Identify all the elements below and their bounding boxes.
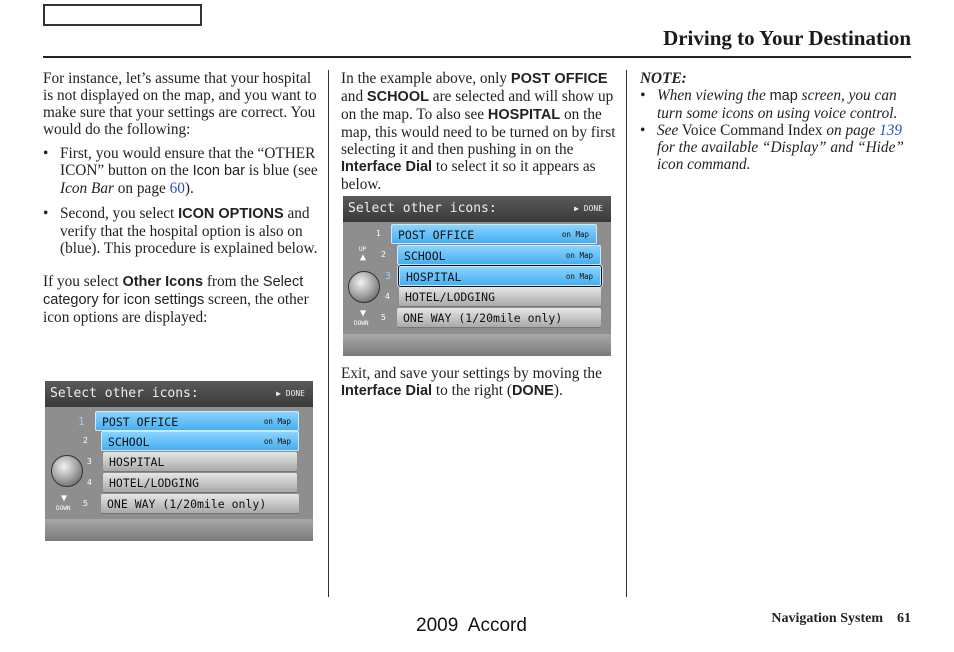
on-map-status: on Map bbox=[263, 437, 291, 446]
row-number: 4 bbox=[87, 478, 92, 487]
nav-screen-before bbox=[45, 381, 313, 541]
title-rule bbox=[43, 56, 911, 58]
option-label: SCHOOL bbox=[108, 435, 150, 449]
c2-text-b: and bbox=[341, 88, 367, 105]
column-divider-1 bbox=[328, 70, 329, 597]
screen-footer-bar bbox=[45, 519, 313, 541]
note-bullet-1 bbox=[640, 87, 910, 122]
footer-section bbox=[771, 611, 911, 627]
down-arrow-icon: ▼ bbox=[61, 493, 68, 504]
on-map-status: on Map bbox=[263, 417, 291, 426]
column-1 bbox=[43, 70, 318, 326]
icon-bar-term: Icon bar bbox=[192, 163, 245, 179]
option-row bbox=[101, 494, 299, 514]
down-label: DOWN bbox=[354, 320, 369, 327]
on-map-status: on Map bbox=[561, 230, 589, 239]
bullet-second bbox=[43, 205, 318, 257]
column-2 bbox=[341, 70, 616, 193]
row-number: 1 bbox=[376, 229, 381, 238]
intro-paragraph bbox=[43, 70, 318, 138]
option-label: HOTEL/LODGING bbox=[109, 476, 200, 490]
c2-text-c: are selected and will show up on the map. To also see bbox=[341, 88, 614, 123]
n2-text-c: on page bbox=[826, 122, 880, 139]
interface-dial-term: Interface Dial bbox=[341, 159, 433, 175]
page-number: 61 bbox=[897, 611, 911, 626]
exit-text: Exit, and save your settings by moving the bbox=[341, 365, 602, 382]
see-text: See bbox=[657, 122, 679, 139]
map-term: map bbox=[769, 88, 798, 104]
screen-header bbox=[343, 196, 611, 222]
option-row bbox=[103, 452, 297, 472]
bullet-first bbox=[43, 145, 318, 197]
on-map-status: on Map bbox=[565, 251, 593, 260]
row-number: 1 bbox=[78, 415, 85, 428]
option-row bbox=[103, 473, 297, 493]
done-button: ▶ DONE bbox=[276, 389, 305, 398]
option-label: SCHOOL bbox=[404, 249, 446, 263]
done-button: ▶ DONE bbox=[574, 204, 603, 213]
option-row bbox=[391, 224, 597, 244]
option-row bbox=[397, 308, 601, 328]
column-divider-2 bbox=[626, 70, 627, 597]
page-title: Driving to Your Destination bbox=[663, 26, 911, 50]
post-office-term: POST OFFICE bbox=[510, 71, 608, 87]
b1-text-d: ). bbox=[184, 180, 194, 197]
n1-text: When viewing the bbox=[657, 87, 770, 104]
intro-text: For instance, let’s assume that your hospital is not displayed on the map, and you want to make sure that your settings are correct. You would do the following: bbox=[43, 70, 317, 138]
page-60-link[interactable]: 60 bbox=[169, 180, 185, 197]
note-label: NOTE: bbox=[640, 70, 687, 87]
option-label: ONE WAY (1/20mile only) bbox=[107, 497, 267, 511]
option-row bbox=[399, 287, 601, 307]
option-label: HOSPITAL bbox=[406, 270, 462, 284]
option-row bbox=[397, 245, 601, 265]
c2-text: In the example above, only bbox=[341, 70, 511, 87]
p2-text: If you select bbox=[43, 273, 123, 290]
n1-text-b: screen, you can turn some icons on using voice control. bbox=[657, 87, 898, 122]
column-3 bbox=[640, 70, 910, 173]
b2-text: Second, you select bbox=[60, 205, 179, 222]
page-139-link[interactable]: 139 bbox=[879, 122, 903, 139]
row-number: 2 bbox=[381, 250, 386, 259]
select-category-term: Select category for icon settings bbox=[43, 274, 304, 308]
section-tab-box bbox=[43, 4, 202, 26]
option-label: POST OFFICE bbox=[102, 415, 179, 429]
other-icons-term: Other Icons bbox=[122, 274, 204, 290]
interface-dial-icon bbox=[348, 271, 380, 303]
option-label: HOTEL/LODGING bbox=[405, 290, 496, 304]
option-row-selected bbox=[399, 266, 601, 286]
hospital-term: HOSPITAL bbox=[487, 107, 561, 123]
up-arrow-icon: ▲ bbox=[360, 252, 367, 263]
b1-text-c: on page bbox=[113, 180, 170, 197]
interface-dial-icon bbox=[51, 455, 83, 487]
c2-text-e: to select it so it appears as below. bbox=[341, 158, 596, 193]
c2-text-d: on the map, this would need to be turned on by first selecting it and then pushing in on the bbox=[341, 106, 616, 158]
icon-bar-ref: Icon Bar bbox=[60, 180, 114, 197]
exit-text-c: ). bbox=[553, 382, 563, 399]
down-label: DOWN bbox=[56, 505, 71, 512]
row-number: 3 bbox=[87, 457, 92, 466]
option-label: POST OFFICE bbox=[398, 228, 475, 242]
other-icons-paragraph bbox=[43, 273, 318, 326]
down-arrow-icon: ▼ bbox=[360, 308, 367, 319]
icon-options-term: ICON OPTIONS bbox=[178, 206, 284, 222]
option-label: ONE WAY (1/20mile only) bbox=[403, 311, 563, 325]
row-number: 5 bbox=[83, 499, 88, 508]
exit-paragraph bbox=[341, 365, 616, 400]
nav-screen-after bbox=[343, 196, 611, 356]
done-term: DONE bbox=[511, 383, 554, 399]
b1-text-b: is blue (see bbox=[244, 162, 318, 179]
p2-text-c: screen, the other icon options are displayed: bbox=[43, 291, 309, 326]
school-term: SCHOOL bbox=[366, 89, 429, 105]
selected-paragraph bbox=[341, 70, 616, 193]
row-number: 5 bbox=[381, 313, 386, 322]
screen-footer-bar bbox=[343, 334, 611, 356]
on-map-status: on Map bbox=[565, 272, 593, 281]
option-label: HOSPITAL bbox=[109, 455, 165, 469]
row-number: 3 bbox=[385, 271, 392, 282]
screen-title: Select other icons: bbox=[348, 201, 497, 216]
footer-model: 2009 Accord bbox=[416, 615, 527, 636]
screen-title: Select other icons: bbox=[50, 386, 199, 401]
b1-text: First, you would ensure that the “OTHER ICON” button on the bbox=[60, 145, 316, 179]
up-label: UP bbox=[359, 246, 367, 253]
option-row bbox=[101, 431, 299, 451]
row-number: 2 bbox=[83, 436, 88, 445]
n2-text-d: for the available “Display” and “Hide” icon command. bbox=[657, 139, 904, 173]
note-bullet-2 bbox=[640, 122, 910, 173]
footer-section-label: Navigation System bbox=[771, 611, 883, 626]
p2-text-b: from the bbox=[203, 273, 263, 290]
column-2-lower bbox=[341, 365, 616, 400]
option-row bbox=[95, 411, 299, 431]
screen-header bbox=[45, 381, 313, 407]
row-number: 4 bbox=[385, 292, 390, 301]
interface-dial-term: Interface Dial bbox=[341, 383, 433, 399]
voice-command-index: Voice Command Index bbox=[678, 122, 827, 139]
b2-text-b: and verify that the hospital option is also on (blue). This procedure is explained below. bbox=[60, 205, 318, 257]
exit-text-b: to the right ( bbox=[432, 382, 512, 399]
